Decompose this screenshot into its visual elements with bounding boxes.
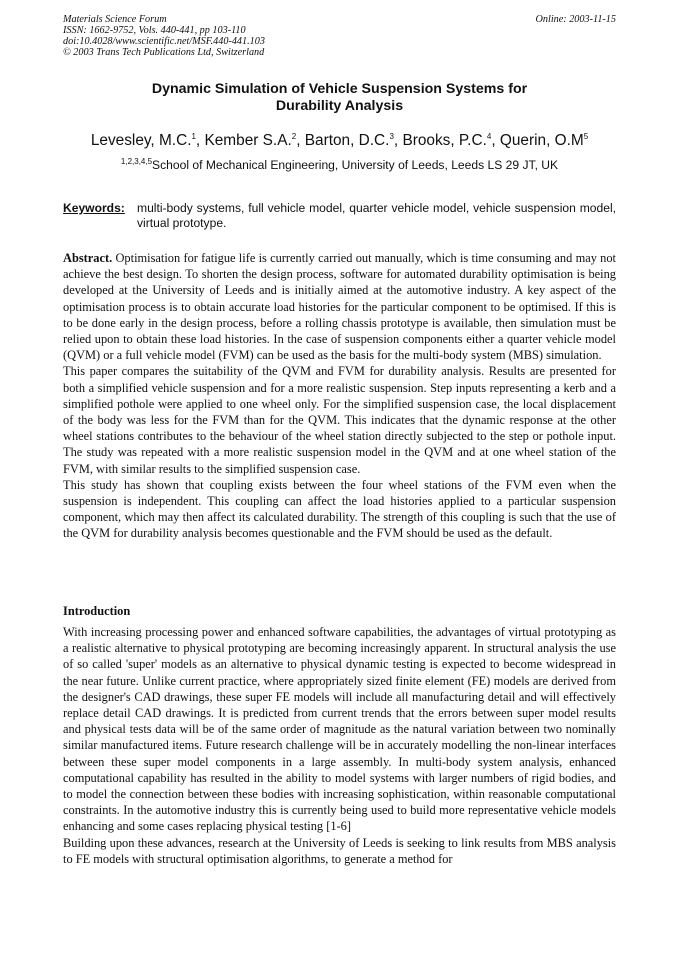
abstract-section <box>63 250 616 542</box>
affiliation-marks: 1,2,3,4,5 <box>120 156 153 166</box>
author-affil-mark: 5 <box>583 131 589 141</box>
keywords-block <box>63 201 616 230</box>
affiliation-text: School of Mechanical Engineering, University of Leeds, Leeds LS 29 JT, UK <box>152 158 559 172</box>
title-line-1: Dynamic Simulation of Vehicle Suspension Systems for <box>151 81 528 97</box>
author-name: Brooks, P.C. <box>402 132 487 149</box>
author-list: Levesley, M.C.$^1$, Kember S.A.$^2$, Barton, D.C.$^3$, Brooks, P.C.$^4$, Querin, $O.M^5$ <box>90 131 589 149</box>
keywords-label: Keywords: <box>63 201 125 215</box>
abstract-paragraph-1 <box>63 250 616 363</box>
online-date: Online: 2003-11-15 <box>535 14 616 25</box>
author-affil-mark: 1 <box>191 131 196 141</box>
abstract-label: Abstract. <box>63 251 113 265</box>
abstract-text-1: Optimisation for fatigue life is currently carried out manually, which is time consuming and may not achieve the best design. To shorten the design process, software for automated durability optimisation is being developed at the University of Leeds and is initially aimed at the automotive industry. A key aspect of the optimisation process is to obtain accurate load histories for the particular component to be optimised. If this is to be done early in the design process, before a rolling chassis prototype is available, then simulation must be relied upon to obtain these load histories. In the case of suspension components either a quarter vehicle model (QVM) or a full vehicle model (FVM) can be used as the basis for the multi-body system (MBS) simulation. <box>63 251 616 363</box>
author-affil-mark: 3 <box>389 131 394 141</box>
author-name: Querin, O.M <box>499 132 584 149</box>
introduction-paragraph-2: Building upon these advances, research at the University of Leeds is seeking to link results from MBS analysis to FE models with structural optimisation algorithms, to generate a method for <box>63 835 616 866</box>
author-name: Kember S.A. <box>204 132 292 149</box>
issn-line: ISSN: 1662-9752, Vols. 440-441, pp 103-110 <box>63 25 246 36</box>
paper-title <box>63 81 616 115</box>
author-name: Levesley, M.C. <box>90 132 192 149</box>
abstract-paragraph-3: This study has shown that coupling exists between the four wheel stations of the FVM even when the suspension is independent. This coupling can affect the load histories applied to a particular suspension component, which may then affect its calculated durability. The strength of this coupling is such that the use of the QVM for durability analysis becomes questionable and the FVM should be used as the default. <box>63 477 616 541</box>
publication-header <box>63 14 616 58</box>
title-line-2: Durability Analysis <box>275 98 404 114</box>
author-affil-mark: 4 <box>486 131 492 141</box>
introduction-paragraph-1: With increasing processing power and enhanced software capabilities, the advantages of virtual prototyping as a realistic alternative to physical prototyping are becoming increasingly apparent. In structural analysis the use of so called 'super' models as an alternative to physical dynamic testing is expected to become widespread in the near future. Unlike current practice, where appropriately sized finite element (FE) models are derived from the designer's CAD drawings, these super FE models will include all manufacturing detail and will effectively replace detail CAD drawings. It is predicted from current trends that the errors between super model results and physical tests data will be of the same order of magnitude as the natural variation between two nominally similar manufactured items. Future research challenge will be in accurately modelling the non-linear interfaces between these super model components in a large assembly. In multi-body system analysis, enhanced computational capability has resulted in the ability to model systems with larger numbers of rigid bodies, and to model the connection between these bodies with increasing sophistication, within reasonable computational constraints. In the automotive industry this is currently being used to build more representative vehicle models enhancing and some cases replacing physical testing [1-6] <box>63 625 616 834</box>
abstract-paragraph-2: This paper compares the suitability of the QVM and FVM for durability analysis. Results are presented for both a simplified vehicle suspension and for a more realistic suspension. Step inputs representing a kerb and a simplified pothole were applied to one wheel only. For the simplified suspension case, the local displacement of the body was less for the FVM than for the QVM. This indicates that the dynamic response at the other wheel stations contributes to the behaviour of the wheel station directly subjected to the step or pothole input. The study was repeated with a more realistic suspension model in the QVM and at one wheel station of the FVM, with similar results to the simplified suspension case. <box>63 364 616 476</box>
doi-line: doi:10.4028/www.scientific.net/MSF.440-441.103 <box>63 36 265 47</box>
author-affil-mark: 2 <box>291 131 297 141</box>
author-name: Barton, D.C. <box>304 132 390 149</box>
affiliation <box>63 157 616 173</box>
journal-name: Materials Science Forum <box>63 14 167 25</box>
keywords-text: multi-body systems, full vehicle model, quarter vehicle model, vehicle suspension model, virtual prototype. <box>137 201 616 230</box>
introduction-section <box>63 624 616 867</box>
copyright-line: © 2003 Trans Tech Publications Ltd, Switzerland <box>63 47 265 58</box>
introduction-heading: Introduction <box>63 604 131 618</box>
